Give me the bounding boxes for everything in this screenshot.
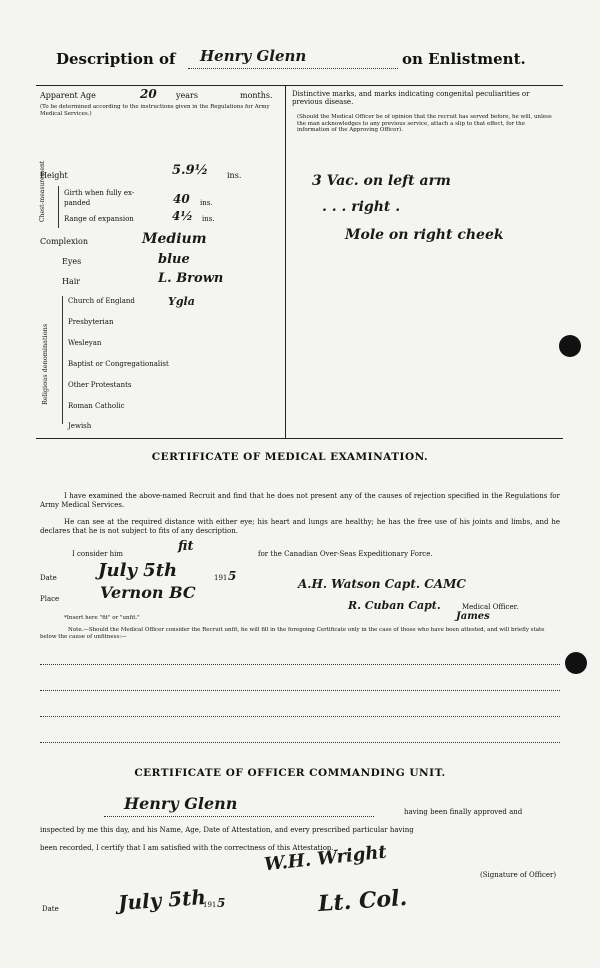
chest-side-label: Chest-measurement: [39, 160, 46, 222]
top-rule: [36, 85, 563, 86]
medical-paragraph-1: I have examined the above-named Recruit and find that he does not present any of the causes of rejection specified in the Regulations for Army Medical Services.: [40, 492, 560, 510]
religion-jewish: Jewish: [68, 422, 92, 430]
officer-date-handwritten: July 5th: [117, 884, 207, 916]
distinctive-marks-note: (Should the Medical Officer be of opinion that the recruit has served before, he will, unless the man acknowledges to any previous service, attach a slip to that effect, for the information of the Approving Officer).: [297, 114, 552, 134]
girth-label-2: panded: [64, 199, 91, 207]
girth-label-1: Girth when fully ex-: [64, 189, 135, 197]
officer-year-print: 191: [203, 901, 217, 909]
complexion-label: Complexion: [40, 237, 88, 246]
medical-date-handwritten: July 5th: [98, 560, 178, 581]
fit-unfit-footnote: *Insert here "fit" or "unfit.": [64, 615, 140, 621]
age-label: Apparent Age: [40, 91, 96, 100]
hair-label: Hair: [62, 277, 81, 286]
section-rule: [36, 438, 563, 439]
medical-place-label: Place: [40, 595, 60, 603]
mark-2-handwritten: . . . right .: [322, 199, 401, 215]
girth-handwritten: 40: [173, 192, 190, 206]
medical-certificate-heading: CERTIFICATE OF MEDICAL EXAMINATION.: [151, 451, 429, 463]
officer-line-2: inspected by me this day, and his Name, Age, Date of Attestation, and every prescribed particular having: [40, 826, 414, 834]
medical-paragraph-2: He can see at the required distance with either eye; his heart and lungs are healthy; he has the free use of his joints and limbs, and he declares that he is not subject to fits of any description.: [40, 518, 560, 536]
medical-date-label: Date: [40, 574, 57, 582]
unfit-line-4: [40, 742, 560, 743]
religion-brace: [62, 296, 63, 424]
mark-1-handwritten: 3 Vac. on left arm: [312, 173, 451, 189]
officer-date-label: Date: [42, 905, 59, 913]
recruit-name-handwritten: Henry Glenn: [200, 47, 307, 65]
medical-year-print: 191: [214, 574, 228, 582]
unfit-line-2: [40, 690, 560, 691]
medical-officer-signature-2: R. Cuban Capt.: [348, 599, 441, 612]
religion-wesleyan: Wesleyan: [68, 339, 102, 347]
religion-side-label: Religious denominations: [41, 323, 49, 405]
hair-handwritten: L. Brown: [158, 271, 224, 286]
signature-of-officer-label: (Signature of Officer): [480, 871, 557, 879]
medical-year-handwritten: 5: [228, 569, 237, 583]
officer-line-1-rest: having been finally approved and: [404, 808, 523, 816]
name-dotted-line: [188, 68, 398, 69]
unfit-note: Note.—Should the Medical Officer consider the Recruit unfit, he will fill in the foregoing Certificate only in the case of those who have been attested, and will briefly state below the cause of unfitness:—: [40, 627, 545, 641]
officer-recruit-name-handwritten: Henry Glenn: [124, 794, 238, 813]
medical-officer-label: Medical Officer.: [462, 603, 519, 611]
eyes-handwritten: blue: [158, 252, 190, 267]
religion-roman-catholic: Roman Catholic: [68, 402, 125, 410]
unfit-line-3: [40, 716, 560, 717]
title-right: on Enlistment.: [402, 50, 526, 68]
officer-year-handwritten: 5: [217, 896, 226, 910]
unfit-line-1: [40, 664, 560, 665]
range-handwritten: 4½: [172, 209, 193, 223]
height-unit: ins.: [227, 171, 242, 180]
medical-officer-signature-1: A.H. Watson Capt. CAMC: [298, 577, 466, 591]
girth-unit: ins.: [200, 199, 213, 207]
consider-label: I consider him: [72, 550, 124, 558]
fitness-handwritten: fit: [178, 539, 194, 554]
height-handwritten: 5.9½: [172, 163, 209, 178]
height-label: Height: [40, 171, 68, 180]
officer-signature-2: Lt. Col.: [317, 884, 408, 918]
medical-officer-signature-3: James: [456, 611, 490, 622]
punch-hole-bottom: [565, 652, 587, 674]
eyes-label: Eyes: [62, 257, 82, 266]
religion-presbyterian: Presbyterian: [68, 318, 114, 326]
range-label: Range of expansion: [64, 215, 134, 223]
religion-church-of-england: Church of England: [68, 297, 135, 305]
chest-brace: [58, 186, 59, 228]
age-handwritten: 20: [140, 87, 157, 101]
punch-hole-top: [559, 335, 581, 357]
religion-baptist: Baptist or Congregationalist: [68, 360, 169, 368]
officer-name-line: [104, 816, 374, 817]
range-unit: ins.: [202, 215, 215, 223]
distinctive-marks-heading: Distinctive marks, and marks indicating congenital peculiarities or previous disease.: [292, 90, 530, 107]
years-label: years: [176, 91, 198, 100]
church-handwritten: Ygla: [168, 295, 195, 308]
age-note: (To be determined according to the instructions given in the Regulations for Army Medical Services.): [40, 104, 270, 117]
officer-line-3: been recorded, I certify that I am satisfied with the correctness of this Attestation.: [40, 844, 334, 852]
title-left: Description of: [56, 50, 176, 68]
medical-place-handwritten: Vernon BC: [100, 583, 196, 602]
months-label: months.: [240, 91, 273, 100]
officer-certificate-heading: CERTIFICATE OF OFFICER COMMANDING UNIT.: [134, 767, 446, 779]
consider-rest: for the Canadian Over-Seas Expeditionary Force.: [258, 550, 433, 558]
religion-other-protestants: Other Protestants: [68, 381, 132, 389]
mark-3-handwritten: Mole on right cheek: [345, 227, 504, 243]
complexion-handwritten: Medium: [142, 231, 207, 247]
column-divider: [285, 85, 286, 439]
officer-signature-1: W.H. Wright: [263, 841, 388, 876]
